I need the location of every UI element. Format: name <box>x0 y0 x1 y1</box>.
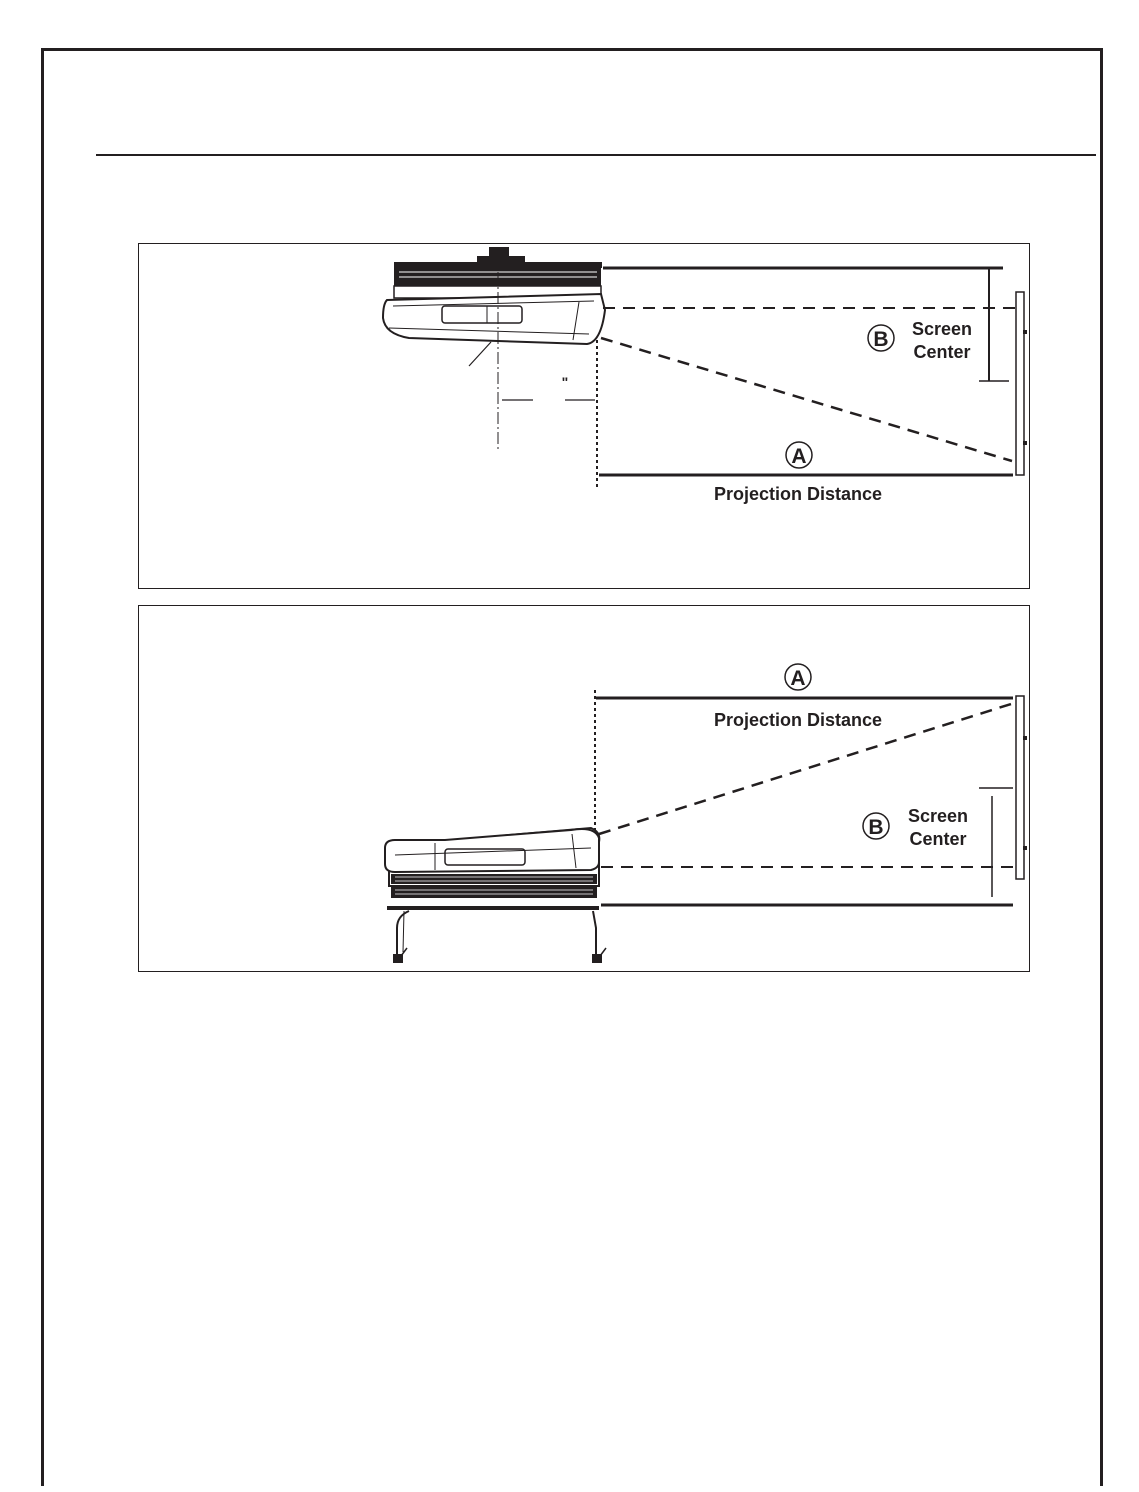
header-rule <box>96 154 1096 156</box>
marker-a-icon <box>785 664 811 690</box>
offset-dimension <box>502 374 595 400</box>
screen-center-dimension <box>979 788 1013 897</box>
projection-screen <box>1016 292 1027 475</box>
ceiling-mount-diagram <box>138 243 1030 589</box>
screen-center-label-line2: Center <box>913 342 971 362</box>
marker-a-letter: A <box>791 445 807 468</box>
screen-center-label-line1: Screen <box>907 806 969 826</box>
table-mount-svg <box>139 606 1029 971</box>
table-mount-diagram <box>138 605 1030 972</box>
table-stand <box>387 906 606 963</box>
marker-b-icon <box>863 813 889 839</box>
offset-tick: " <box>561 374 569 390</box>
projection-distance-label: Projection Distance <box>713 484 883 504</box>
screen-center-dimension <box>979 268 1009 381</box>
ceiling-mount-svg <box>139 244 1029 588</box>
projector-body <box>385 828 599 898</box>
marker-b-letter: B <box>868 816 884 839</box>
marker-a-icon <box>786 442 812 468</box>
projection-distance-label: Projection Distance <box>713 710 883 730</box>
projector-body <box>383 266 605 344</box>
marker-a-letter: A <box>790 667 806 690</box>
screen-center-label-line2: Center <box>909 829 967 849</box>
marker-b-icon <box>868 325 894 351</box>
projection-screen <box>1016 696 1027 879</box>
marker-b-letter: B <box>873 328 889 351</box>
screen-center-label-line1: Screen <box>911 319 973 339</box>
